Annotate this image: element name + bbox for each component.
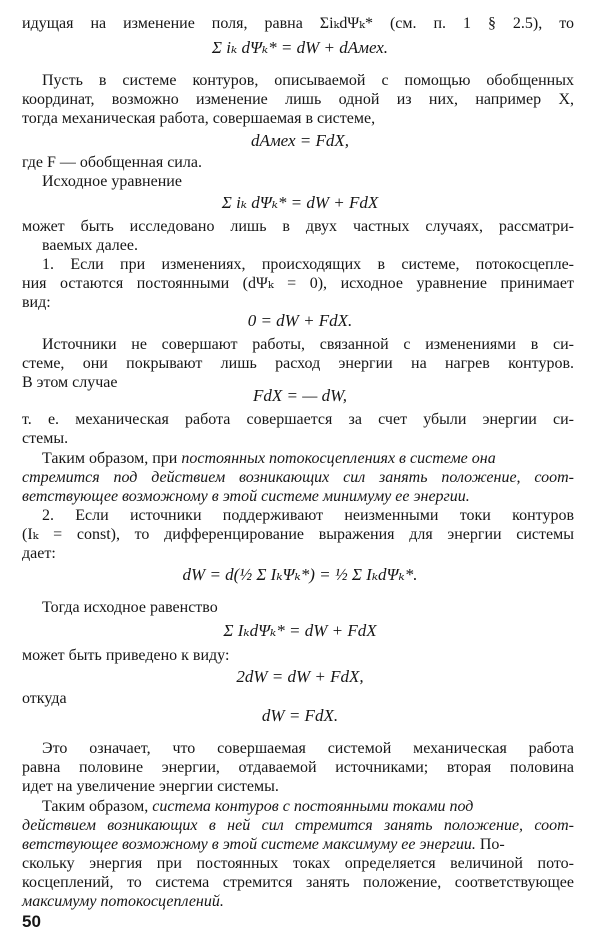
text-line: Тогда исходное равенство	[42, 599, 218, 616]
text-line: откуда	[22, 690, 67, 707]
text-line: (Iₖ = const), то дифференцирование выражения для энергии системы	[22, 526, 574, 543]
text-line: где F — обобщенная сила.	[22, 154, 202, 171]
page-number: 50	[22, 912, 41, 931]
text-line: Пусть в системе контуров, описываемой с помощью обобщенных	[42, 72, 574, 89]
text-line-italic: ветствующее возможному в этой системе минимуму ее энергии.	[22, 488, 470, 505]
text-span-italic: ветствующее возможному в этой системе максимуму ее энергии.	[22, 836, 476, 853]
equation: 0 = dW + FdX.	[247, 311, 353, 330]
text-line: Это означает, что совершаемая системой механическая работа	[42, 740, 574, 757]
equation: 2dW = dW + FdX,	[236, 667, 364, 686]
equation: dAмех = FdX,	[250, 131, 350, 150]
equation: FdX = — dW,	[253, 386, 347, 405]
text-span: Таким образом,	[42, 798, 149, 815]
text-line: может быть приведено к виду:	[22, 647, 230, 664]
text-line: стемы.	[22, 430, 69, 447]
text-line: вид:	[22, 294, 51, 311]
text-span: Таким образом, при	[42, 450, 178, 467]
text-line: косцеплений, то система стремится занять положение, соответствующее	[22, 874, 574, 891]
text-line-italic: максимуму потокосцеплений.	[22, 893, 224, 910]
text-line: дает:	[22, 545, 56, 562]
text-line: координат, возможно изменение лишь одной из них, например X,	[22, 91, 574, 108]
text-line: т. е. механическая работа совершается за счет убыли энергии си-	[22, 411, 574, 428]
text-line: может быть исследовано лишь в двух частных случаях, рассматри-	[22, 218, 574, 235]
text-line: В этом случае	[22, 374, 118, 391]
text-line: равна половине энергии, отдаваемой источниками; вторая половина	[22, 759, 574, 776]
text-span-italic: система контуров с постоянными токами под	[152, 798, 474, 815]
text-line: Источники не совершают работы, связанной с изменениями в си-	[42, 336, 574, 353]
text-line	[42, 449, 574, 469]
text-line: Исходное уравнение	[42, 173, 182, 190]
equation: dW = FdX.	[261, 706, 339, 725]
text-line: идущая на изменение поля, равна ΣiₖdΨₖ* (см. п. 1 § 2.5), то	[22, 15, 574, 32]
text-span: По-	[479, 836, 505, 853]
text-line: скольку энергия при постоянных токах определяется величиной пото-	[22, 855, 574, 872]
equation: Σ iₖ dΨₖ* = dW + FdX	[221, 193, 379, 212]
text-line-italic: стремится под действием возникающих сил занять положение, соот-	[22, 469, 574, 486]
text-line	[42, 797, 574, 817]
text-span-italic: постоянных потокосцеплениях в системе она	[181, 450, 496, 467]
equation: dW = d(½ Σ IₖΨₖ*) = ½ Σ IₖdΨₖ*.	[182, 565, 418, 584]
text-line: ния остаются постоянными (dΨₖ = 0), исходное уравнение принимает	[22, 275, 574, 292]
equation: Σ IₖdΨₖ* = dW + FdX	[223, 621, 377, 640]
equation: Σ iₖ dΨₖ* = dW + dAмех.	[211, 38, 389, 57]
text-line: стеме, они покрывают лишь расход энергии на нагрев контуров.	[22, 355, 574, 372]
text-line: тогда механическая работа, совершаемая в системе,	[22, 110, 376, 127]
text-line: ваемых далее.	[42, 237, 138, 254]
text-line-italic: действием возникающих в ней сил стремится занять положение, соот-	[22, 817, 574, 834]
text-line: 2. Если источники поддерживают неизменными токи контуров	[42, 507, 574, 524]
text-line	[22, 835, 574, 855]
text-line: идет на увеличение энергии системы.	[22, 778, 279, 795]
text-line: 1. Если при изменениях, происходящих в системе, потокосцепле-	[42, 256, 574, 273]
